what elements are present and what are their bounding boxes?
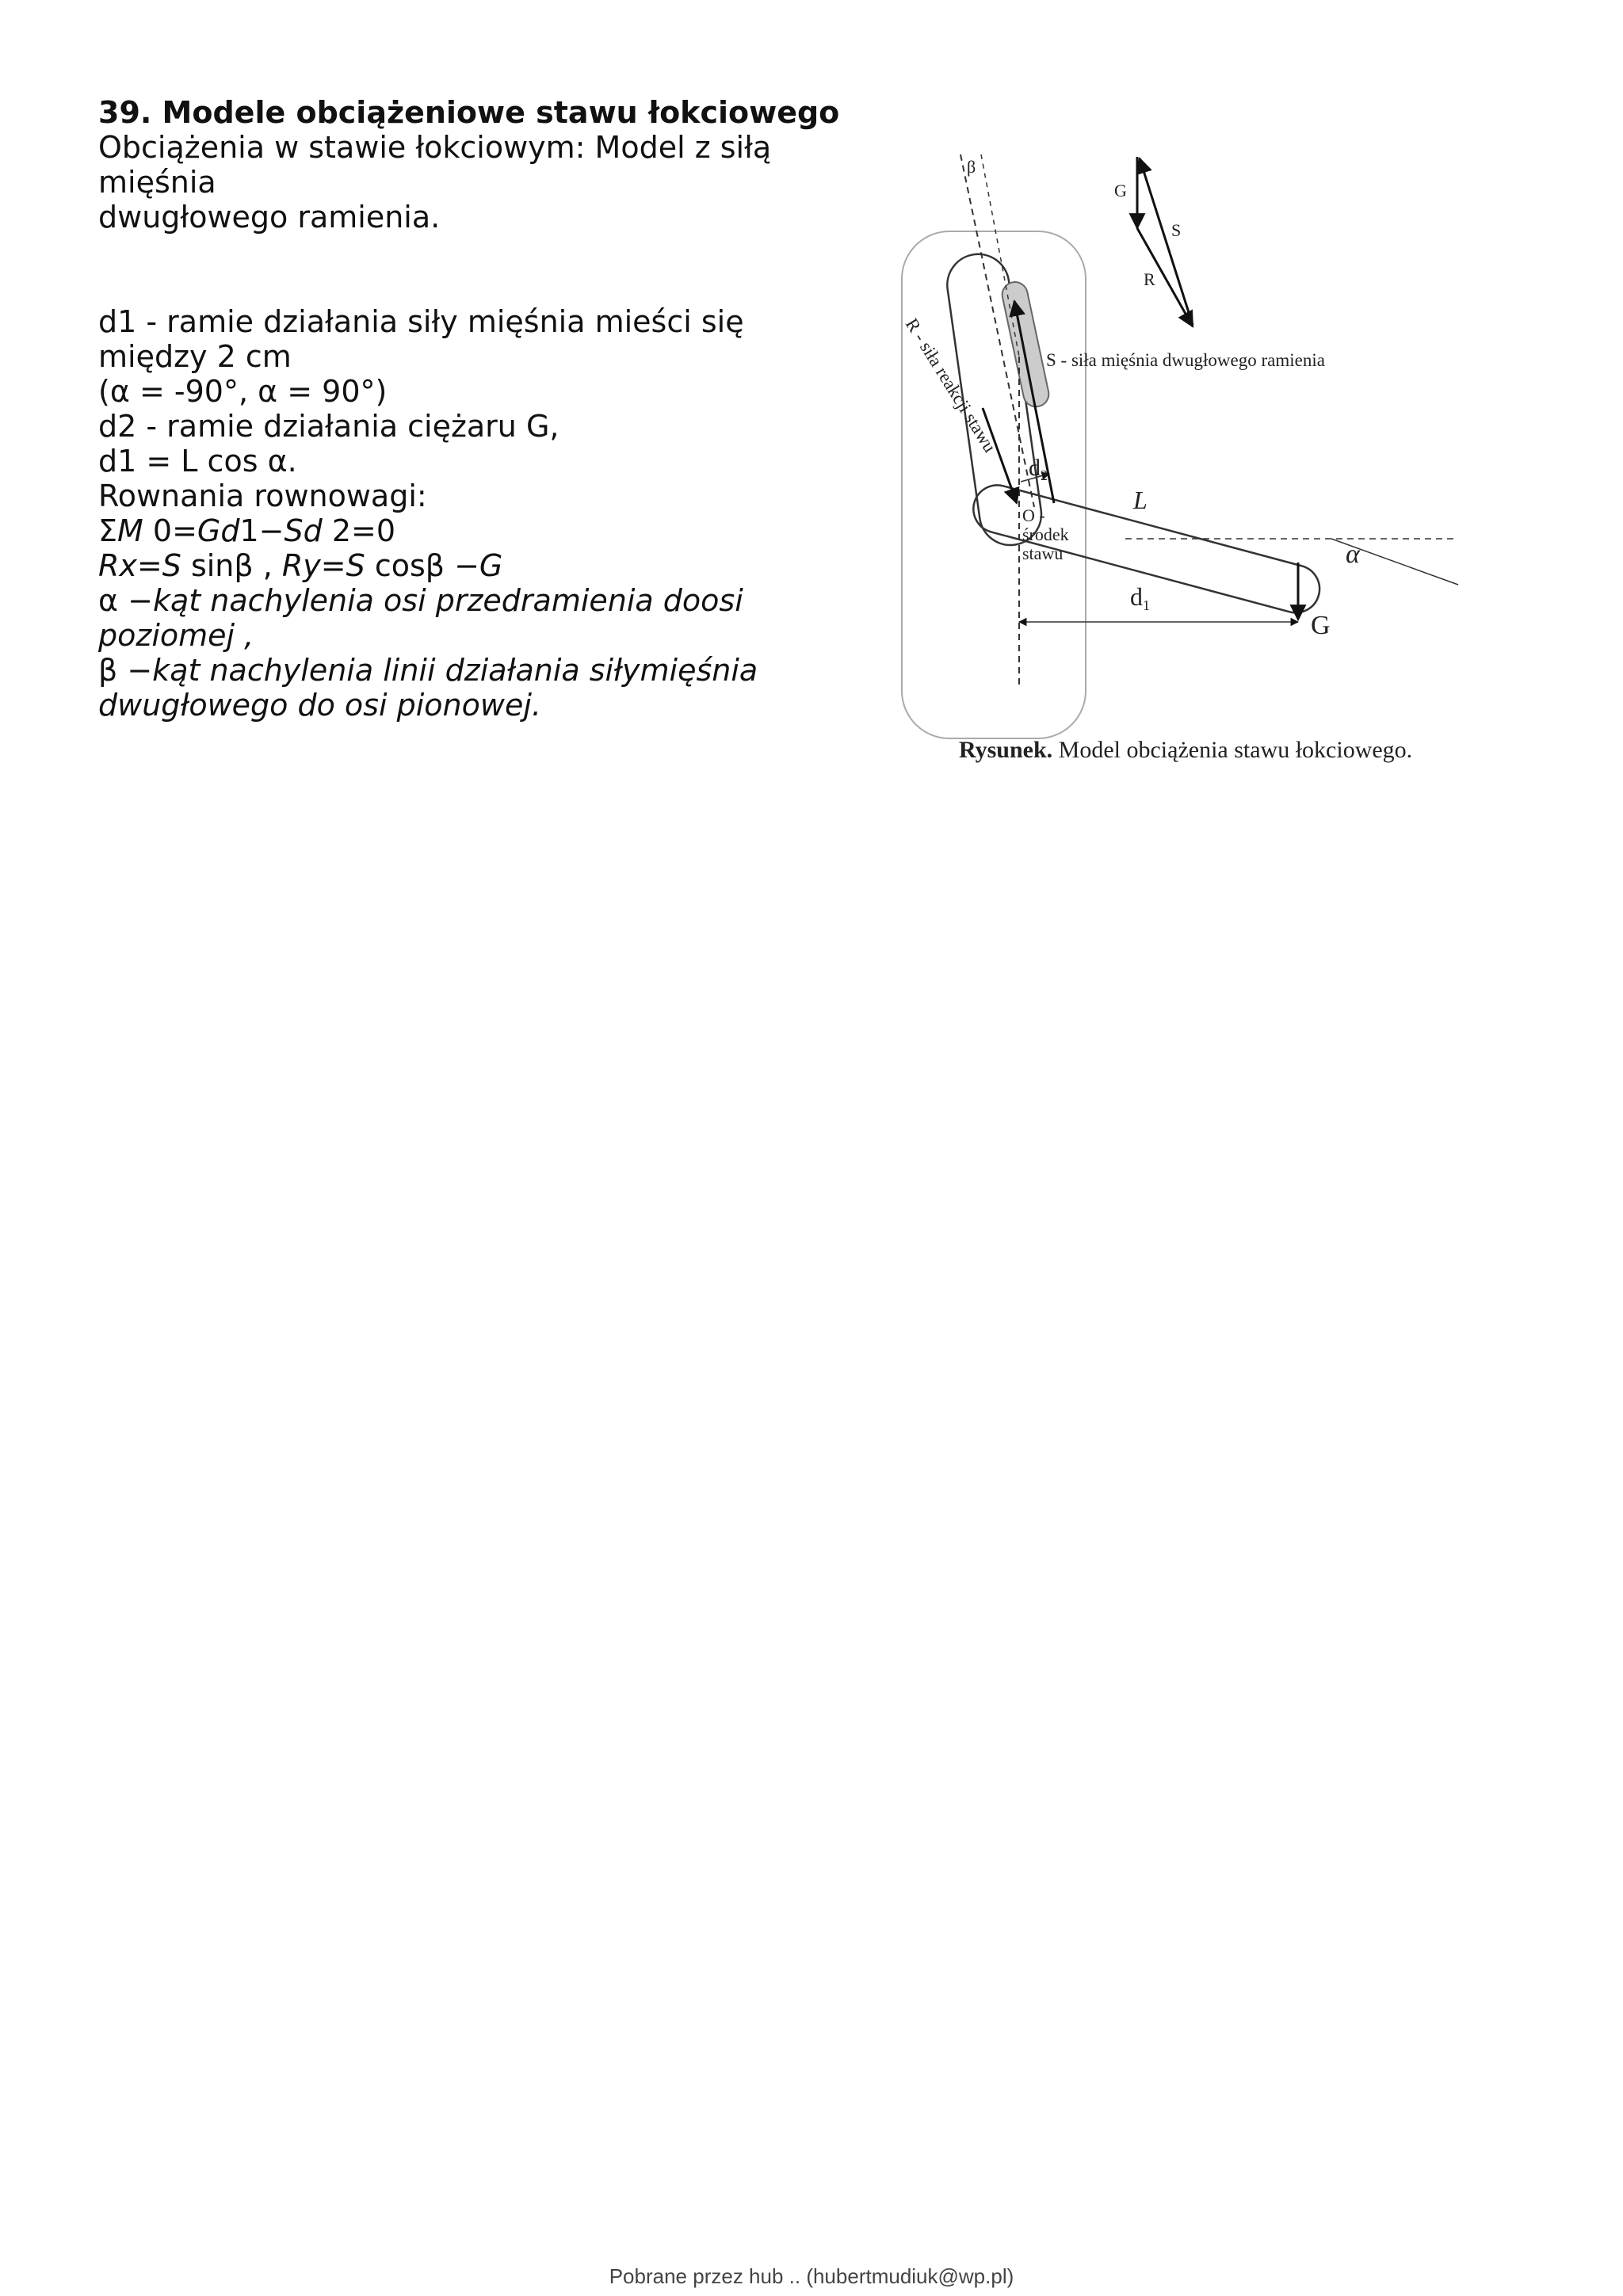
label-L: L — [1133, 486, 1148, 514]
text-column — [98, 95, 891, 723]
label-R-top: R — [1144, 269, 1155, 289]
intro-line-3: dwugłowego ramienia. — [98, 200, 441, 235]
label-S-top: S — [1171, 220, 1182, 240]
label-S-muscle: S - siła mięśnia dwugłowego ramienia — [1046, 350, 1325, 370]
biceps-muscle — [1000, 280, 1052, 409]
intro-line-1: Obciążenia w stawie łokciowym: Model z siłą — [98, 130, 772, 165]
moment-equation: ΣM 0=Gd1−Sd 2=0 — [98, 513, 396, 548]
label-O-2: środek — [1022, 524, 1069, 544]
label-O-3: stawu — [1022, 543, 1064, 563]
body-line-angles: (α = -90°, α = 90°) — [98, 374, 388, 409]
alpha-definition-cont: poziomej , — [98, 618, 254, 653]
body-line-range: między 2 cm — [98, 339, 292, 374]
label-G: G — [1311, 611, 1331, 640]
body-line-d2: d2 - ramie działania ciężaru G, — [98, 409, 559, 444]
label-G-top: G — [1114, 181, 1127, 200]
body-line-equilibrium: Rownania rownowagi: — [98, 479, 427, 513]
section-heading: 39. Modele obciążeniowe stawu łokciowego — [98, 95, 840, 130]
vector-S — [1140, 158, 1193, 325]
reaction-force-arrow — [983, 408, 1017, 503]
label-beta: β — [967, 157, 976, 177]
beta-definition-cont: dwugłowego do osi pionowej. — [98, 688, 541, 723]
reaction-equation: Rx=S sinβ , Ry=S cosβ −G — [98, 548, 503, 583]
beta-definition: β −kąt nachylenia linii działania siłymięśnia — [98, 653, 758, 688]
download-footer: Pobrane przez hub .. (hubertmudiuk@wp.pl) — [609, 2264, 1014, 2288]
label-d2: $d_2$ — [1029, 455, 1048, 483]
elbow-load-model-figure — [888, 143, 1474, 776]
label-d1: d1 — [1130, 582, 1150, 613]
label-R-reaction: R - siła reakcji stawu — [901, 315, 1000, 456]
figure-caption: Rysunek. Model obciążenia stawu łokciowego. — [959, 737, 1413, 763]
label-O-1: O - — [1022, 505, 1045, 525]
label-alpha: α — [1346, 540, 1360, 569]
body-line-d1: d1 - ramie działania siły mięśnia mieści się — [98, 304, 744, 339]
intro-line-2: mięśnia — [98, 165, 216, 200]
body-line-formula: d1 = L cos α. — [98, 444, 297, 479]
alpha-definition: α −kąt nachylenia osi przedramienia doosi — [98, 583, 743, 618]
